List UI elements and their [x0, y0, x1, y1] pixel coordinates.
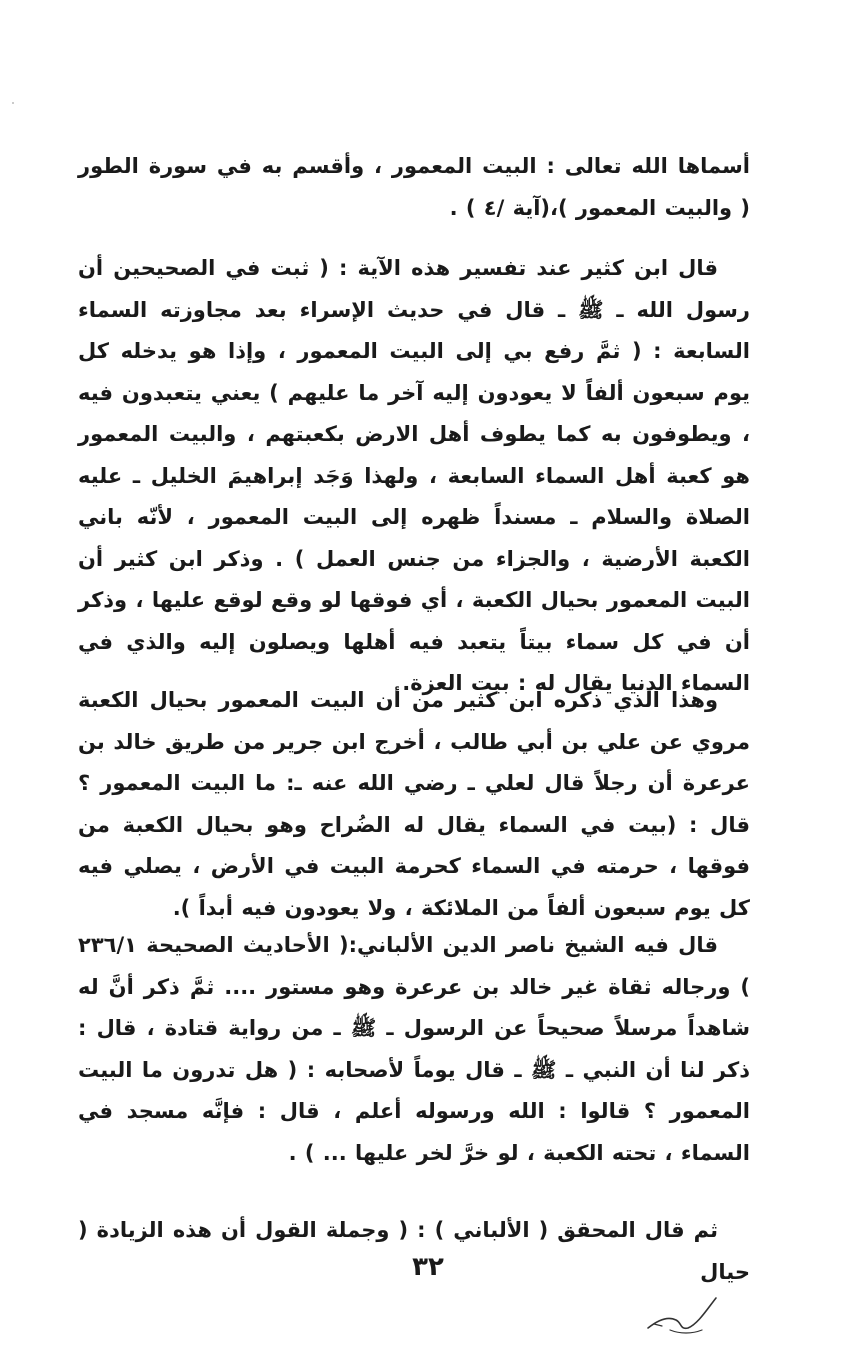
paragraph-1-text: أسماها الله تعالى : البيت المعمور ، وأقسم به في سورة الطور ( والبيت المعمور )،(آية /٤ ) .: [78, 154, 750, 220]
paragraph-2: [78, 248, 750, 705]
paragraph-3-text: وهذا الذي ذكره ابن كثير من أن البيت المعمور بحيال الكعبة مروي عن علي بن أبي طالب ، أخرج ابن جرير من طريق خالد بن عرعرة أن رجلاً قال لعلي ـ رضي الله عنه ـ: ما البيت المعمور ؟ قال : (بيت في السماء يقال له الضُراح وهو بحيال الكعبة من فوقها ، حرمته في السماء كحرمة البيت في الأرض ، يصلي فيه كل يوم سبعون ألفاً من الملائكة ، ولا يعودون فيه أبداً ).: [78, 688, 750, 920]
paragraph-1: [78, 146, 750, 229]
paragraph-2-text: قال ابن كثير عند تفسير هذه الآية : ( ثبت في الصحيحين أن رسول الله ـ ﷺ ـ قال في حديث الإسراء بعد مجاوزته السماء السابعة : ( ثمَّ رفع بي إلى البيت المعمور ، وإذا هو يدخله كل يوم سبعون ألفاً لا يعودون إليه آخر ما عليهم ) يعني يتعبدون فيه ، ويطوفون به كما يطوف أهل الارض بكعبتهم ، والبيت المعمور هو كعبة أهل السماء السابعة ، ولهذا وَجَد إبراهيمَ الخليل ـ عليه الصلاة والسلام ـ مسنداً ظهره إلى البيت المعمور ، لأنّه باني الكعبة الأرضية ، والجزاء من جنس العمل ) . وذكر ابن كثير أن البيت المعمور بحيال الكعبة ، أي فوقها لو وقع لوقع عليها ، وذكر أن في كل سماء بيتاً يتعبد فيه أهلها ويصلون إليه والذي في السماء الدنيا يقال له : بيت العزة.: [78, 256, 750, 695]
paragraph-3: [78, 680, 750, 929]
scan-speck: [12, 102, 14, 104]
paragraph-4-text: قال فيه الشيخ ناصر الدين الألباني:( الأحاديث الصحيحة ٢٣٦/١ ) ورجاله ثقاة غير خالد بن عرعرة وهو مستور .... ثمَّ ذكر أنَّ له شاهداً مرسلاً صحيحاً عن الرسول ـ ﷺ ـ من رواية قتادة ، قال : ذكر لنا أن النبي ـ ﷺ ـ قال يوماً لأصحابه : ( هل تدرون ما البيت المعمور ؟ قالوا : الله ورسوله أعلم ، قال : فإنَّه مسجد في السماء ، تحته الكعبة ، لو خرَّ لخر عليها ... ) .: [78, 933, 750, 1165]
handwritten-mark-icon: [640, 1290, 740, 1340]
page-number: ٣٢: [412, 1252, 444, 1282]
paragraph-5-text: ثم قال المحقق ( الألباني ) : ( وجملة القول أن هذه الزيادة ( حيال: [78, 1218, 750, 1284]
paragraph-4: [78, 925, 750, 1174]
